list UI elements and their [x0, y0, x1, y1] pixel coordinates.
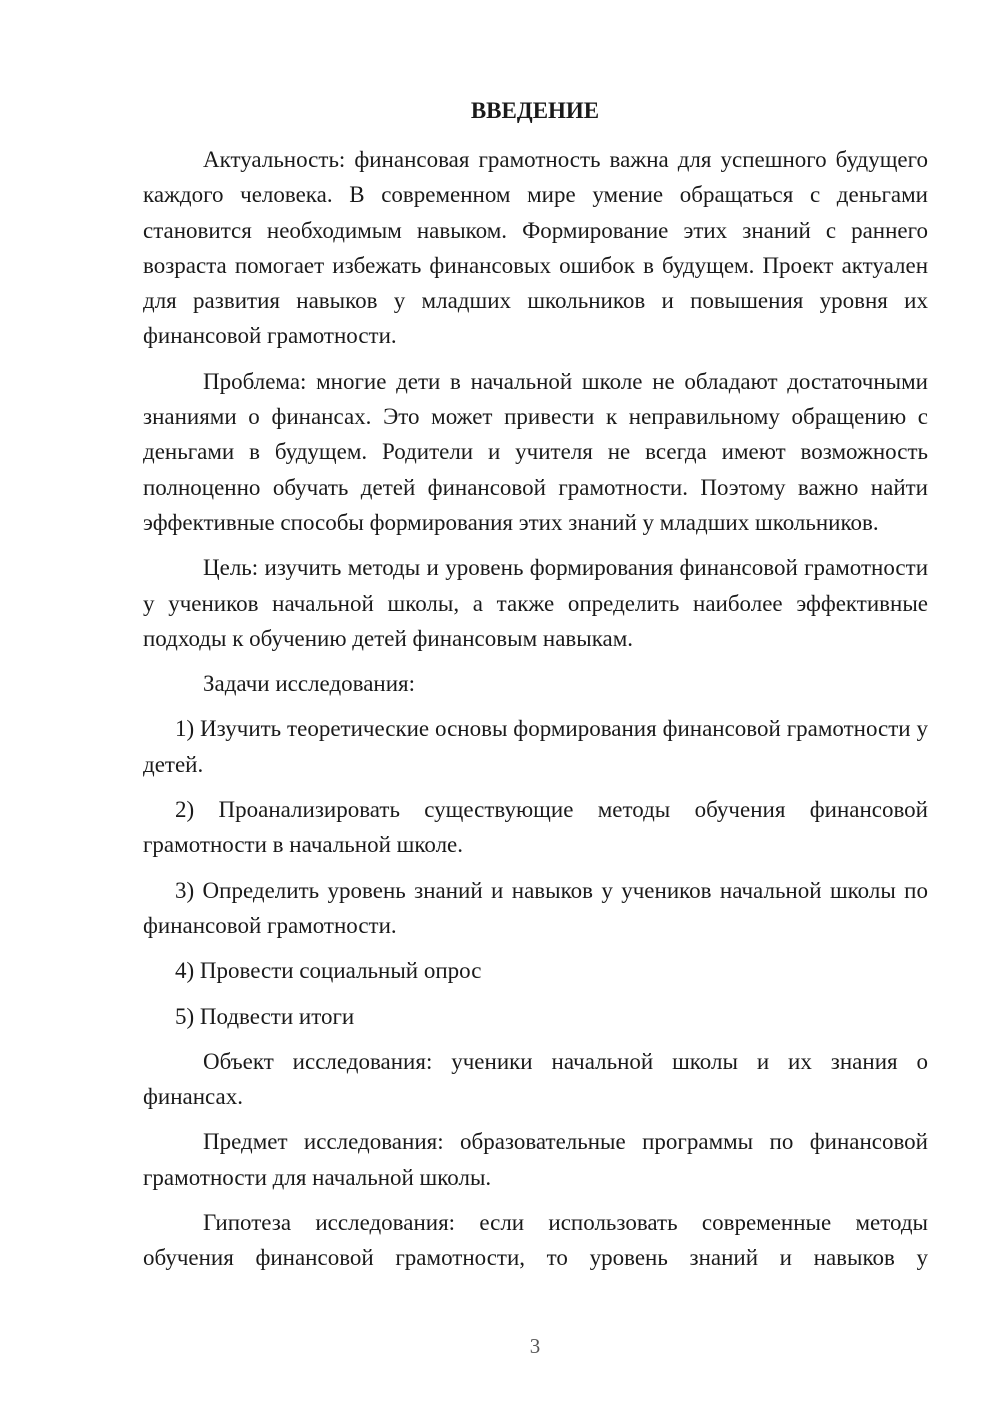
- task-item: 3) Определить уровень знаний и навыков у учеников начальной школы по финансовой грамотности.: [143, 877, 928, 938]
- paragraph-relevance: Актуальность: финансовая грамотность важна для успешного будущего каждого человека. В современном мире умение обращаться с деньгами становится необходимым навыком. Формирование этих знаний с раннего возраста помогает избежать финансовых ошибок в будущем. Проект актуален для развития навыков у младших школьников и повышения уровня их финансовой грамотности.: [143, 147, 928, 349]
- paragraph-subject: Предмет исследования: образовательные программы по финансовой грамотности для начальной школы.: [143, 1129, 928, 1190]
- paragraph-goal: Цель: изучить методы и уровень формирования финансовой грамотности у учеников начальной школы, а также определить наиболее эффективные подходы к обучению детей финансовым навыкам.: [143, 555, 928, 651]
- paragraph-problem: Проблема: многие дети в начальной школе не обладают достаточными знаниями о финансах. Это может привести к неправильному обращению с деньгами в будущем. Родители и учителя не всегда имеют возможность полноценно обучать детей финансовой грамотности. Поэтому важно найти эффективные способы формирования этих знаний у младших школьников.: [143, 368, 928, 535]
- document-body: [143, 142, 928, 1286]
- paragraph-object: Объект исследования: ученики начальной школы и их знания о финансах.: [143, 1048, 928, 1110]
- task-item: 1) Изучить теоретические основы формирования финансовой грамотности у детей.: [143, 716, 928, 777]
- paragraph-hypothesis: Гипотеза исследования: если использовать современные методы обучения финансовой грамотности, то уровень знаний и навыков у: [143, 1210, 928, 1271]
- page-title: ВВЕДЕНИЕ: [470, 98, 600, 123]
- page-number: 3: [529, 1334, 541, 1358]
- task-item: 5) Подвести итоги: [175, 1003, 355, 1029]
- task-item: 2) Проанализировать существующие методы обучения финансовой грамотности в начальной школе.: [143, 797, 928, 858]
- task-item: 4) Провести социальный опрос: [175, 958, 482, 984]
- tasks-heading: Задачи исследования:: [203, 671, 416, 697]
